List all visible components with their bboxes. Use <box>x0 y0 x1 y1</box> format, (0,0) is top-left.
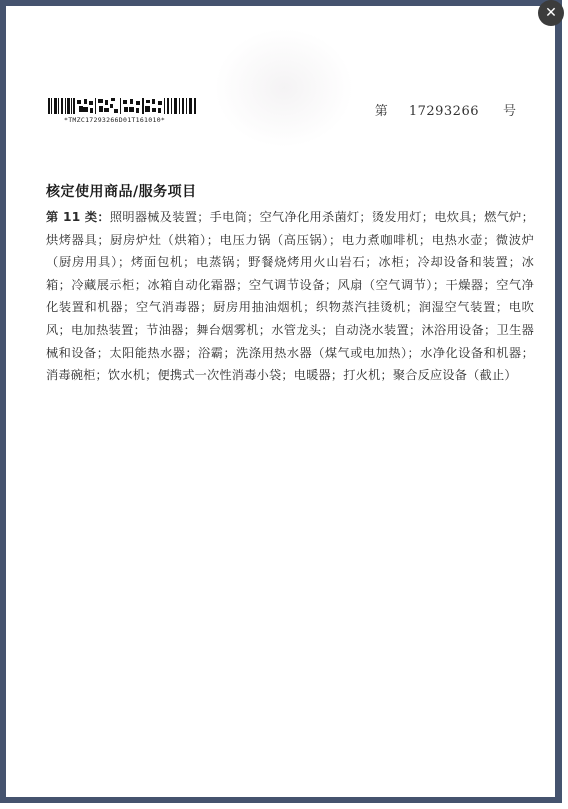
goods-text: 照明器械及装置；手电筒；空气净化用杀菌灯；烫发用灯；电炊具；燃气炉；烘烤器具；厨房炉灶（烘箱）；电压力锅（高压锅）；电力煮咖啡机；电热水壶；微波炉（厨房用具）；烤面包机；电蒸锅；野餐烧烤用火山岩石；冰柜；冷却设备和装置；冰箱；冷藏展示柜；冰箱自动化霜器；空气调节设备；风扇（空气调节）；干燥器；空气净化装置和机器；空气消毒器；厨房用抽油烟机；织物蒸汽挂烫机；润湿空气装置；电吹风；电加热装置；节油器；舞台烟雾机；水管龙头；自动浇水装置；沐浴用设备；卫生器械和设备；太阳能热水器；浴霸；洗涤用热水器（煤气或电加热）；水净化设备和机器；消毒碗柜；饮水机；便携式一次性消毒小袋；电暖器；打火机；聚合反应设备（截止） <box>46 210 534 383</box>
registration-suffix: 号 <box>502 104 517 119</box>
barcode-caption: *TMZC17293266D01T161010* <box>64 116 166 124</box>
registration-number <box>375 100 517 119</box>
faded-seal <box>214 28 354 148</box>
barcode <box>48 98 196 114</box>
registration-prefix: 第 <box>374 104 389 119</box>
registration-number-value: 17293266 <box>408 104 479 119</box>
class-label: 第 11 类： <box>46 210 110 224</box>
goods-list-paragraph <box>46 206 534 387</box>
section-heading: 核定使用商品/服务项目 <box>46 184 197 200</box>
close-icon[interactable]: ✕ <box>538 0 564 26</box>
